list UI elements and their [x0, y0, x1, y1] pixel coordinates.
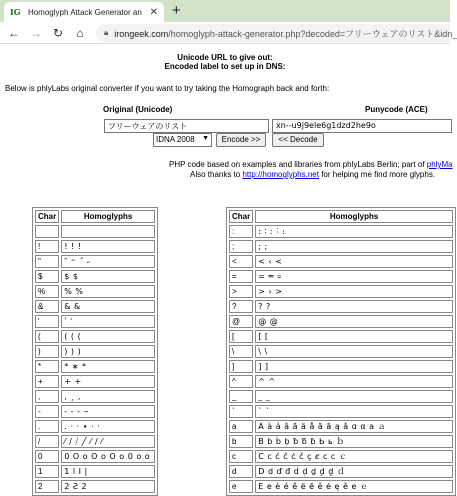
- homoglyph-cell: ) ) ): [61, 345, 155, 358]
- homoglyph-cell: 0 O o O o O o 0 o ο: [61, 450, 155, 463]
- forward-icon[interactable]: →: [30, 25, 42, 40]
- char-cell: &: [35, 300, 59, 313]
- table-row: [35, 300, 155, 313]
- char-cell: ': [35, 315, 59, 328]
- table-row: [229, 225, 453, 238]
- site-favicon-icon: IG: [10, 7, 21, 17]
- char-cell: -: [35, 405, 59, 418]
- char-cell: 0: [35, 450, 59, 463]
- credit-line-2: [190, 170, 435, 179]
- table-row: [35, 315, 155, 328]
- original-unicode-input[interactable]: フリーウェアのリスト: [104, 119, 269, 133]
- table-row: [229, 420, 453, 433]
- homoglyph-cell: [61, 225, 155, 238]
- char-cell: @: [229, 315, 253, 328]
- homoglyph-cell: ] ]: [255, 360, 453, 373]
- homoglyph-cell: B b ḃ ḅ ƀ ƃ ɓ Ь ь ｂ: [255, 435, 453, 448]
- table-row: [35, 240, 155, 253]
- url-text: irongeek.com/homoglyph-attack-generator.php?decoded=フリーウェアのリスト&idn_: [114, 28, 457, 39]
- char-cell: `: [229, 405, 253, 418]
- homoglyph-cell: ! ! !: [61, 240, 155, 253]
- homoglyph-cell: ″ ״ ˝ ˶: [61, 255, 155, 268]
- table-row: [35, 285, 155, 298]
- homoglyph-cell: A à á â ã ä å ā ă ą ǎ ɑ α а ａ: [255, 420, 453, 433]
- close-tab-icon[interactable]: ✕: [149, 6, 158, 18]
- char-cell: 2: [35, 480, 59, 493]
- homoglyph-cell: [ [: [255, 330, 453, 343]
- table-row: [35, 270, 155, 283]
- table-row: [229, 330, 453, 343]
- homoglyph-cell: 2 Ƨ 2: [61, 480, 155, 493]
- table-row: [35, 225, 155, 238]
- original-unicode-label: Original (Unicode): [103, 105, 173, 114]
- homoglyph-cell: C c ć ĉ ċ č ç ȼ ϲ с ｃ: [255, 450, 453, 463]
- table-row: [229, 465, 453, 478]
- homoglyph-cell: \ \: [255, 345, 453, 358]
- encoded-label-heading: Encoded label to set up in DNS:: [164, 62, 286, 71]
- table-row: [229, 240, 453, 253]
- encode-button[interactable]: Encode >>: [216, 133, 266, 147]
- homoglyph-cell: _ _: [255, 390, 453, 403]
- homoglyph-cell: < ‹ <: [255, 255, 453, 268]
- homoglyph-table-right: [226, 207, 456, 496]
- char-cell: ": [35, 255, 59, 268]
- phlymail-link[interactable]: phlyMa: [426, 160, 453, 169]
- column-header-homoglyphs: Homoglyphs: [61, 210, 155, 223]
- homoglyph-cell: D d ď đ ḋ ḍ ḏ ḑ ḓ ｄ: [255, 465, 453, 478]
- table-row: [35, 450, 155, 463]
- credit-text: PHP code based on examples and libraries from phlyLabs Berlin; part of: [169, 160, 427, 169]
- char-cell: <: [229, 255, 253, 268]
- homoglyph-cell: ˋ `: [255, 405, 453, 418]
- char-cell: 1: [35, 465, 59, 478]
- column-header-homoglyphs: Homoglyphs: [255, 210, 453, 223]
- char-cell: $: [35, 270, 59, 283]
- table-row: [229, 255, 453, 268]
- decode-button[interactable]: << Decode: [272, 133, 324, 147]
- intro-text: Below is phlyLabs original converter if you want to try taking the Homograph back and forth:: [5, 84, 330, 93]
- idna-version-select[interactable]: [153, 133, 212, 147]
- char-cell: .: [35, 420, 59, 433]
- char-cell: ;: [229, 240, 253, 253]
- char-cell: _: [229, 390, 253, 403]
- homoglyphs-link[interactable]: http://homoglyphs.net: [242, 170, 319, 179]
- homoglyph-cell: ⁄ ∕ ⧸ ╱ ⁄ ∕ ⁄: [61, 435, 155, 448]
- char-cell: ?: [229, 300, 253, 313]
- table-row: [35, 435, 155, 448]
- homoglyph-cell: = ═ ꓿: [255, 270, 453, 283]
- table-row: [229, 450, 453, 463]
- credit-line-1: [169, 160, 453, 169]
- table-row: [229, 480, 453, 493]
- char-cell: *: [35, 360, 59, 373]
- char-cell: d: [229, 465, 253, 478]
- back-icon[interactable]: ←: [8, 25, 20, 40]
- table-row: [229, 300, 453, 313]
- lock-icon: 🔒︎: [104, 28, 109, 37]
- homoglyph-table-left: [32, 207, 158, 496]
- homoglyph-cell: $ $: [61, 270, 155, 283]
- char-cell: +: [35, 375, 59, 388]
- table-header-row: [35, 210, 155, 223]
- homoglyph-cell: ; ;: [255, 240, 453, 253]
- credit-text: Also thanks to: [190, 170, 243, 179]
- char-cell: %: [35, 285, 59, 298]
- idna-version-value: IDNA 2008: [156, 135, 195, 144]
- table-row: [35, 375, 155, 388]
- homoglyph-cell: + +: [61, 375, 155, 388]
- homoglyph-cell: E e è é ê ë ē ĕ ė ę ě е ｅ: [255, 480, 453, 493]
- reload-icon[interactable]: ↻: [52, 25, 64, 40]
- char-cell: ,: [35, 390, 59, 403]
- char-cell: a: [229, 420, 253, 433]
- table-row: [229, 270, 453, 283]
- char-cell: ): [35, 345, 59, 358]
- homoglyph-cell: ( ( (: [61, 330, 155, 343]
- table-row: [229, 285, 453, 298]
- column-header-char: Char: [35, 210, 59, 223]
- tab-title: Homoglyph Attack Generator an: [27, 7, 142, 17]
- address-bar[interactable]: [96, 24, 457, 42]
- punycode-input[interactable]: xn--u9j9ele6g1dzd2he9o: [272, 119, 452, 133]
- table-row: [229, 435, 453, 448]
- char-cell: /: [35, 435, 59, 448]
- homoglyph-cell: ․ · ‧ ∙ ⋅ ·: [61, 420, 155, 433]
- table-row: [229, 345, 453, 358]
- homoglyph-cell: % %: [61, 285, 155, 298]
- punycode-label: Punycode (ACE): [365, 105, 428, 114]
- browser-toolbar: [0, 22, 457, 44]
- table-row: [229, 375, 453, 388]
- homoglyph-cell: 1 l I |: [61, 465, 155, 478]
- char-cell: c: [229, 450, 253, 463]
- char-cell: ^: [229, 375, 253, 388]
- table-row: [229, 390, 453, 403]
- table-row: [35, 465, 155, 478]
- table-row: [35, 255, 155, 268]
- browser-tab[interactable]: [4, 2, 164, 22]
- homoglyph-cell: @ @: [255, 315, 453, 328]
- homoglyph-cell: ? ?: [255, 300, 453, 313]
- chevron-down-icon: ▼: [202, 135, 209, 142]
- homoglyph-cell: ^ ^: [255, 375, 453, 388]
- column-header-char: Char: [229, 210, 253, 223]
- char-cell: =: [229, 270, 253, 283]
- char-cell: (: [35, 330, 59, 343]
- homoglyph-cell: ʹ ˈ: [61, 315, 155, 328]
- table-row: [35, 360, 155, 373]
- char-cell: [35, 225, 59, 238]
- homoglyph-cell: & &: [61, 300, 155, 313]
- homoglyph-cell: * ∗ *: [61, 360, 155, 373]
- char-cell: >: [229, 285, 253, 298]
- char-cell: :: [229, 225, 253, 238]
- page-content: [0, 44, 453, 491]
- table-row: [35, 405, 155, 418]
- table-row: [35, 390, 155, 403]
- tab-strip: [0, 0, 450, 22]
- char-cell: e: [229, 480, 253, 493]
- home-icon[interactable]: ⌂: [76, 25, 84, 40]
- char-cell: !: [35, 240, 59, 253]
- homoglyph-cell: ‚ ¸ ,: [61, 390, 155, 403]
- table-row: [229, 360, 453, 373]
- homoglyph-cell: > › >: [255, 285, 453, 298]
- homoglyph-cell: ꞉ ∶ ː ˸ ։: [255, 225, 453, 238]
- table-row: [35, 330, 155, 343]
- table-row: [35, 480, 155, 493]
- homoglyph-cell: - ‐ ‑ ‒: [61, 405, 155, 418]
- char-cell: \: [229, 345, 253, 358]
- credit-text: for helping me find more glyphs.: [318, 170, 436, 179]
- char-cell: b: [229, 435, 253, 448]
- table-row: [229, 315, 453, 328]
- char-cell: ]: [229, 360, 253, 373]
- char-cell: [: [229, 330, 253, 343]
- unicode-url-label: Unicode URL to give out:: [177, 53, 273, 62]
- table-header-row: [229, 210, 453, 223]
- table-row: [35, 420, 155, 433]
- new-tab-icon[interactable]: +: [172, 2, 181, 19]
- table-row: [35, 345, 155, 358]
- table-row: [229, 405, 453, 418]
